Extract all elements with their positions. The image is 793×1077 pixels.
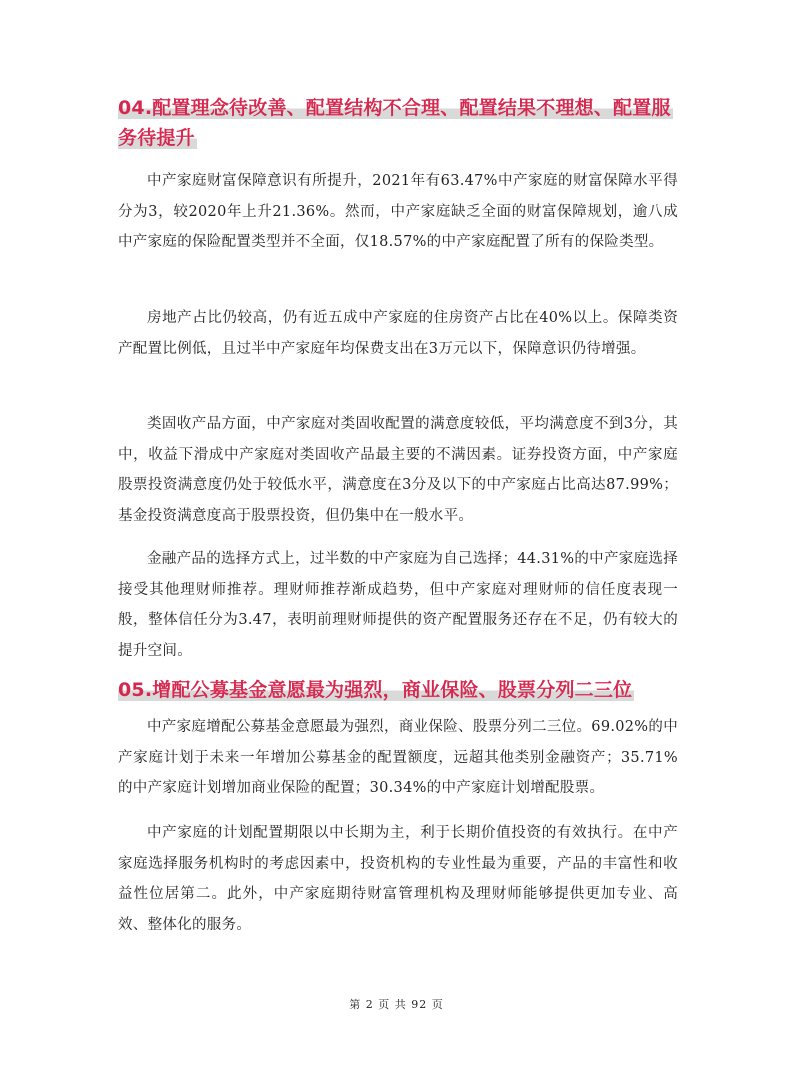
paragraph-real-estate: 房地产占比仍较高，仍有近五成中产家庭的住房资产占比在40%以上。保障类资产配置比例低，且过半中产家庭年均保费支出在3万元以下，保障意识仍待增强。 — [118, 310, 678, 357]
section-heading-05-text: 05.增配公募基金意愿最为强烈，商业保险、股票分列二三位 — [118, 679, 633, 701]
paragraph-fixed-income-securities: 类固收产品方面，中产家庭对类固收配置的满意度较低，平均满意度不到3分，其中，收益下滑成中产家庭对类固收产品最主要的不满因素。证券投资方面，中产家庭股票投资满意度仍处于较低水平，满意度在3分及以下的中产家庭占比高达87.99%；基金投资满意度高于股票投资，但仍集中在一般水平。 — [118, 416, 678, 524]
section-heading-04-text: 04.配置理念待改善、配置结构不合理、配置结果不理想、配置服务待提升 — [118, 97, 671, 149]
paragraph-wealth-protection: 中产家庭财富保障意识有所提升，2021年有63.47%中产家庭的财富保障水平得分为3，较2020年上升21.36%。然而，中产家庭缺乏全面的财富保障规划，逾八成中产家庭的保险配置类型并不全面，仅18.57%的中产家庭配置了所有的保险类型。 — [118, 173, 678, 250]
paragraph-product-selection: 金融产品的选择方式上，过半数的中产家庭为自己选择；44.31%的中产家庭选择接受其他理财师推荐。理财师推荐渐成趋势，但中产家庭对理财师的信任度表现一般，整体信任分为3.47，表明前理财师提供的资产配置服务还存在不足，仍有较大的提升空间。 — [118, 551, 678, 659]
section-heading-05 — [118, 675, 678, 705]
page-number-footer: 第 2 页 共 92 页 — [349, 998, 444, 1011]
paragraph-allocation-horizon: 中产家庭的计划配置期限以中长期为主，利于长期价值投资的有效执行。在中产家庭选择服务机构时的考虑因素中，投资机构的专业性最为重要，产品的丰富性和收益性位居第二。此外，中产家庭期待财富管理机构及理财师能够提供更加专业、高效、整体化的服务。 — [118, 825, 678, 933]
paragraph-allocation-intent: 中产家庭增配公募基金意愿最为强烈，商业保险、股票分列二三位。69.02%的中产家庭计划于未来一年增加公募基金的配置额度，远超其他类别金融资产；35.71%的中产家庭计划增加商业保险的配置；30.34%的中产家庭计划增配股票。 — [118, 719, 678, 796]
section-heading-04 — [118, 93, 678, 153]
